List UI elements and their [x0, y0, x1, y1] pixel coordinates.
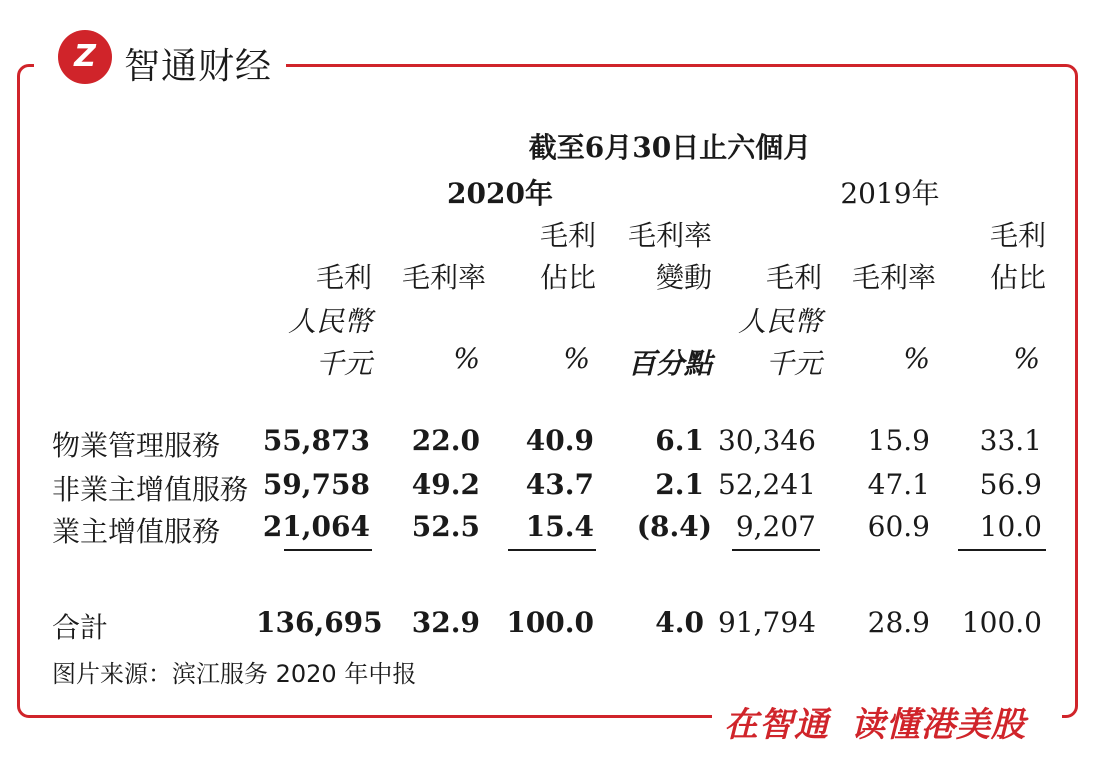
col-gpm-2020: 毛利率 [401, 261, 486, 294]
unit-rmb-2019-l1: 人民幣 [737, 305, 822, 338]
row-label: 業主增值服務 [52, 515, 221, 548]
cell-gpm-2020: 49.2 [411, 468, 480, 501]
unit-rmb-2019-l2: 千元 [765, 347, 822, 380]
cell-gp-2019: 30,346 [718, 424, 816, 457]
col-share-2020-l1: 毛利 [539, 219, 596, 252]
total-gp-2019: 91,794 [718, 606, 816, 639]
unit-pct-share-2020: % [563, 342, 590, 375]
slogan-part-1: 在智通 [724, 705, 829, 745]
cell-gp-2020: 55,873 [262, 424, 370, 457]
period-header: 截至6月30日止六個月 [528, 131, 812, 164]
col-share-2019-l1: 毛利 [989, 219, 1046, 252]
col-share-2019-l2: 佔比 [989, 261, 1046, 294]
image-source-note: 图片来源：滨江服务 2020 年中报 [52, 660, 417, 688]
cell-gpm-2019: 47.1 [867, 468, 930, 501]
cell-change: 2.1 [655, 468, 704, 501]
total-share-2019: 100.0 [961, 606, 1042, 639]
brand-name: 智通财经 [124, 46, 273, 87]
total-share-2020: 100.0 [506, 606, 594, 639]
row-label: 非業主增值服務 [52, 473, 249, 506]
cell-gpm-2020: 52.5 [411, 510, 480, 543]
unit-rmb-2020-l2: 千元 [315, 347, 372, 380]
subtotal-rule [732, 549, 820, 551]
cell-share-2020: 15.4 [525, 510, 594, 543]
cell-gp-2020: 21,064 [262, 510, 370, 543]
slogan-part-2: 读懂港美股 [851, 705, 1026, 745]
col-gp-2019: 毛利 [765, 261, 822, 294]
cell-gpm-2020: 22.0 [411, 424, 480, 457]
cell-share-2020: 43.7 [525, 468, 594, 501]
total-gpm-2019: 28.9 [867, 606, 930, 639]
col-share-2020-l2: 佔比 [539, 261, 596, 294]
subtotal-rule [508, 549, 596, 551]
cell-gp-2019: 9,207 [735, 510, 816, 543]
cell-gpm-2019: 15.9 [867, 424, 930, 457]
cell-gp-2020: 59,758 [262, 468, 370, 501]
unit-ppt-change: 百分點 [627, 347, 712, 380]
unit-pct-gpm-2019: % [903, 342, 930, 375]
cell-gpm-2019: 60.9 [867, 510, 930, 543]
footer-slogan [724, 697, 1048, 746]
total-change: 4.0 [655, 606, 704, 639]
cell-share-2019: 56.9 [979, 468, 1042, 501]
total-gp-2020: 136,695 [256, 606, 383, 639]
unit-pct-gpm-2020: % [453, 342, 480, 375]
cell-change: (8.4) [636, 510, 712, 543]
cell-change: 6.1 [655, 424, 704, 457]
subtotal-rule [284, 549, 372, 551]
col-change-l1: 毛利率 [627, 219, 712, 252]
col-gp-2020: 毛利 [315, 261, 372, 294]
col-gpm-2019: 毛利率 [851, 261, 936, 294]
cell-gp-2019: 52,241 [718, 468, 816, 501]
subtotal-rule [958, 549, 1046, 551]
row-label: 物業管理服務 [52, 429, 221, 462]
zhitong-logo-icon: Z [58, 30, 112, 84]
cell-share-2019: 10.0 [979, 510, 1042, 543]
year-2020-header: 2020年 [447, 177, 553, 210]
total-gpm-2020: 32.9 [411, 606, 480, 639]
cell-share-2020: 40.9 [525, 424, 594, 457]
total-label: 合計 [52, 611, 109, 644]
unit-pct-share-2019: % [1013, 342, 1040, 375]
year-2019-header: 2019年 [840, 177, 940, 210]
cell-share-2019: 33.1 [979, 424, 1042, 457]
col-change-l2: 變動 [655, 261, 712, 294]
unit-rmb-2020-l1: 人民幣 [287, 305, 372, 338]
